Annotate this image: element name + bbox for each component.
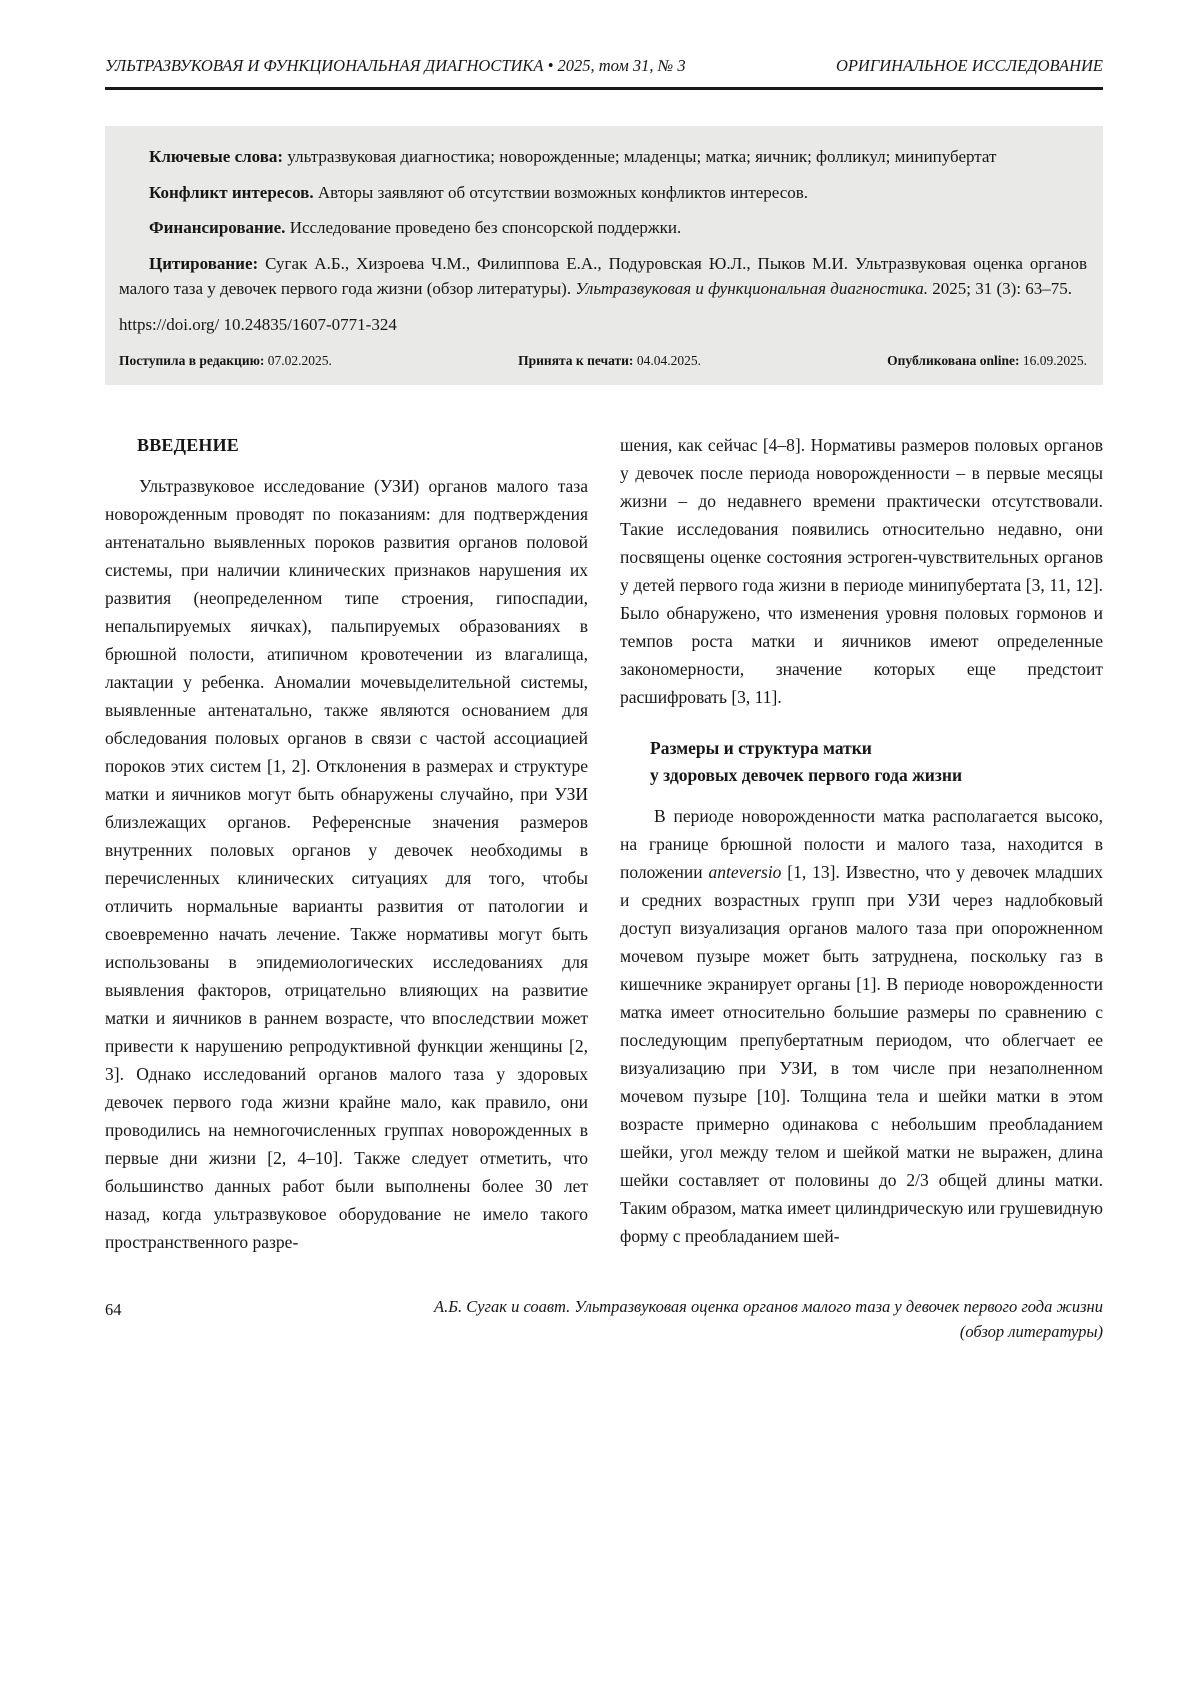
right-column	[620, 431, 1103, 1256]
conflict-of-interest-line	[119, 180, 1087, 206]
running-title-line2: (обзор литературы)	[959, 1322, 1103, 1342]
article-type-label: ОРИГИНАЛЬНОЕ ИССЛЕДОВАНИЕ	[835, 56, 1103, 75]
published-value: 16.09.2025.	[1022, 353, 1087, 368]
section-heading	[620, 735, 1103, 789]
section-paragraph	[620, 802, 1103, 1250]
citation-line	[119, 251, 1087, 302]
page-footer	[105, 1294, 1103, 1344]
metadata-box	[105, 126, 1103, 385]
intro-paragraph: Ультразвуковое исследование (УЗИ) органов малого таза новорожденным проводят по показаниям: для подтверждения антенатально выявленных пороков развития органов половой системы, при наличии клинических признаков нарушения их развития (неопределенном типе строения, гипоспадии, непальпируемых яичках), пальпируемых образованиях в брюшной полости, атипичном кровотечении из влагалища, лактации у ребенка. Аномалии мочевыделительной системы, выявленные антенатально, также являются основанием для обследования половых органов в связи с частой ассоциацией пороков этих систем [1, 2]. Отклонения в размерах и структуре матки и яичников могут быть обнаружены случайно, при УЗИ близлежащих органов. Референсные значения размеров внутренних половых органов у девочек необходимы в перечисленных клинических ситуациях для того, чтобы отличить нормальные варианты развития от патологии и своевременно начать лечение. Также нормативы могут быть использованы в эпидемиологических исследованиях для выявления факторов, отрицательно влияющих на развитие матки и яичников в раннем возрасте, что впоследствии может привести к нарушению репродуктивной функции женщины [2, 3]. Однако исследований органов малого таза у здоровых девочек первого года жизни крайне мало, как правило, они проводились на немногочисленных группах новорожденных в первые дни жизни [2, 4–10]. Также следует отметить, что большинство данных работ были выполнены более 30 лет назад, когда ультразвуковое оборудование не имело такого пространственного разре-	[105, 476, 588, 1253]
left-column	[105, 431, 588, 1256]
keywords-text: ультразвуковая диагностика; новорожденные; младенцы; матка; яичник; фолликул; минипубертат	[287, 147, 997, 166]
published-date	[887, 351, 1087, 371]
accepted-date	[518, 351, 701, 371]
citation-label: Цитирование:	[149, 253, 259, 273]
received-date	[119, 351, 332, 371]
citation-issue: 2025; 31 (3): 63–75.	[932, 279, 1073, 298]
section-paragraph-start: В периоде новорожденности матка располагается высоко, на границе брюшной полости и малого таза, находится в положении	[620, 806, 1103, 883]
section-heading-line2: у здоровых девочек первого года жизни	[650, 765, 963, 786]
citation-journal-name: Ультразвуковая и функциональная диагностика.	[575, 279, 929, 298]
received-label: Поступила в редакцию:	[119, 353, 265, 368]
funding-text: Исследование проведено без спонсорской поддержки.	[289, 218, 682, 237]
latin-term: anteversio	[708, 862, 782, 883]
funding-label: Финансирование.	[149, 218, 286, 237]
received-value: 07.02.2025.	[267, 353, 332, 368]
page-number: 64	[105, 1300, 122, 1320]
page-header	[105, 56, 1103, 90]
dates-row	[119, 351, 1087, 371]
funding-line	[119, 215, 1087, 241]
conflict-text: Авторы заявляют об отсутствии возможных конфликтов интересов.	[317, 182, 809, 202]
doi-link[interactable]: https://doi.org/ 10.24835/1607-0771-324	[119, 314, 397, 334]
section-heading-line1: Размеры и структура матки	[650, 738, 872, 759]
intro-heading: ВВЕДЕНИЕ	[137, 435, 240, 456]
accepted-value: 04.04.2025.	[636, 353, 701, 368]
running-title-line1: А.Б. Сугак и соавт. Ультразвуковая оценка органов малого таза у девочек первого года жизни	[434, 1297, 1103, 1317]
accepted-label: Принята к печати:	[518, 353, 634, 368]
article-body	[105, 431, 1103, 1256]
keywords-label: Ключевые слова:	[149, 147, 284, 166]
citation-authors: Сугак А.Б., Хизроева Ч.М., Филиппова Е.А., Подуровская Ю.Л., Пыков М.И. Ультразвуковая оценка органов малого таза у девочек первого года жизни (обзор литературы).	[119, 253, 1087, 298]
continuation-paragraph: шения, как сейчас [4–8]. Нормативы размеров половых органов у девочек после периода новорожденности – в первые месяцы жизни – до недавнего времени практически отсутствовали. Такие исследования появились относительно недавно, они посвящены оценке состояния эстроген-чувствительных органов у детей первого года жизни в периоде минипубертата [3, 11, 12]. Было обнаружено, что изменения уровня половых гормонов и темпов роста матки и яичников имеют определенные закономерности, значение которых еще предстоит расшифровать [3, 11].	[620, 435, 1103, 708]
section-paragraph-rest: [1, 13]. Известно, что у девочек младших и средних возрастных групп при УЗИ через надлобковый доступ визуализация органов малого таза при опорожненном мочевом пузыре может быть затруднена, поскольку газ в кишечнике экранирует органы [1]. В периоде новорожденности матка имеет относительно большие размеры по сравнению с последующим препубертатным периодом, что облегчает ее визуализацию при УЗИ, в том числе при незаполненном мочевом пузыре [10]. Толщина тела и шейки матки в этом возрасте примерно одинакова с небольшим преобладанием шейки, угол между телом и шейкой матки не выражен, длина шейки составляет от половины до 2/3 общей длины матки. Таким образом, матка имеет цилиндрическую или грушевидную форму с преобладанием шей-	[620, 862, 1103, 1247]
published-label: Опубликована online:	[887, 353, 1020, 368]
journal-title: УЛЬТРАЗВУКОВАЯ И ФУНКЦИОНАЛЬНАЯ ДИАГНОСТИКА • 2025, том 31, № 3	[105, 56, 686, 75]
conflict-label: Конфликт интересов.	[149, 182, 314, 202]
running-title	[434, 1294, 1103, 1344]
keywords-line	[119, 144, 1087, 170]
